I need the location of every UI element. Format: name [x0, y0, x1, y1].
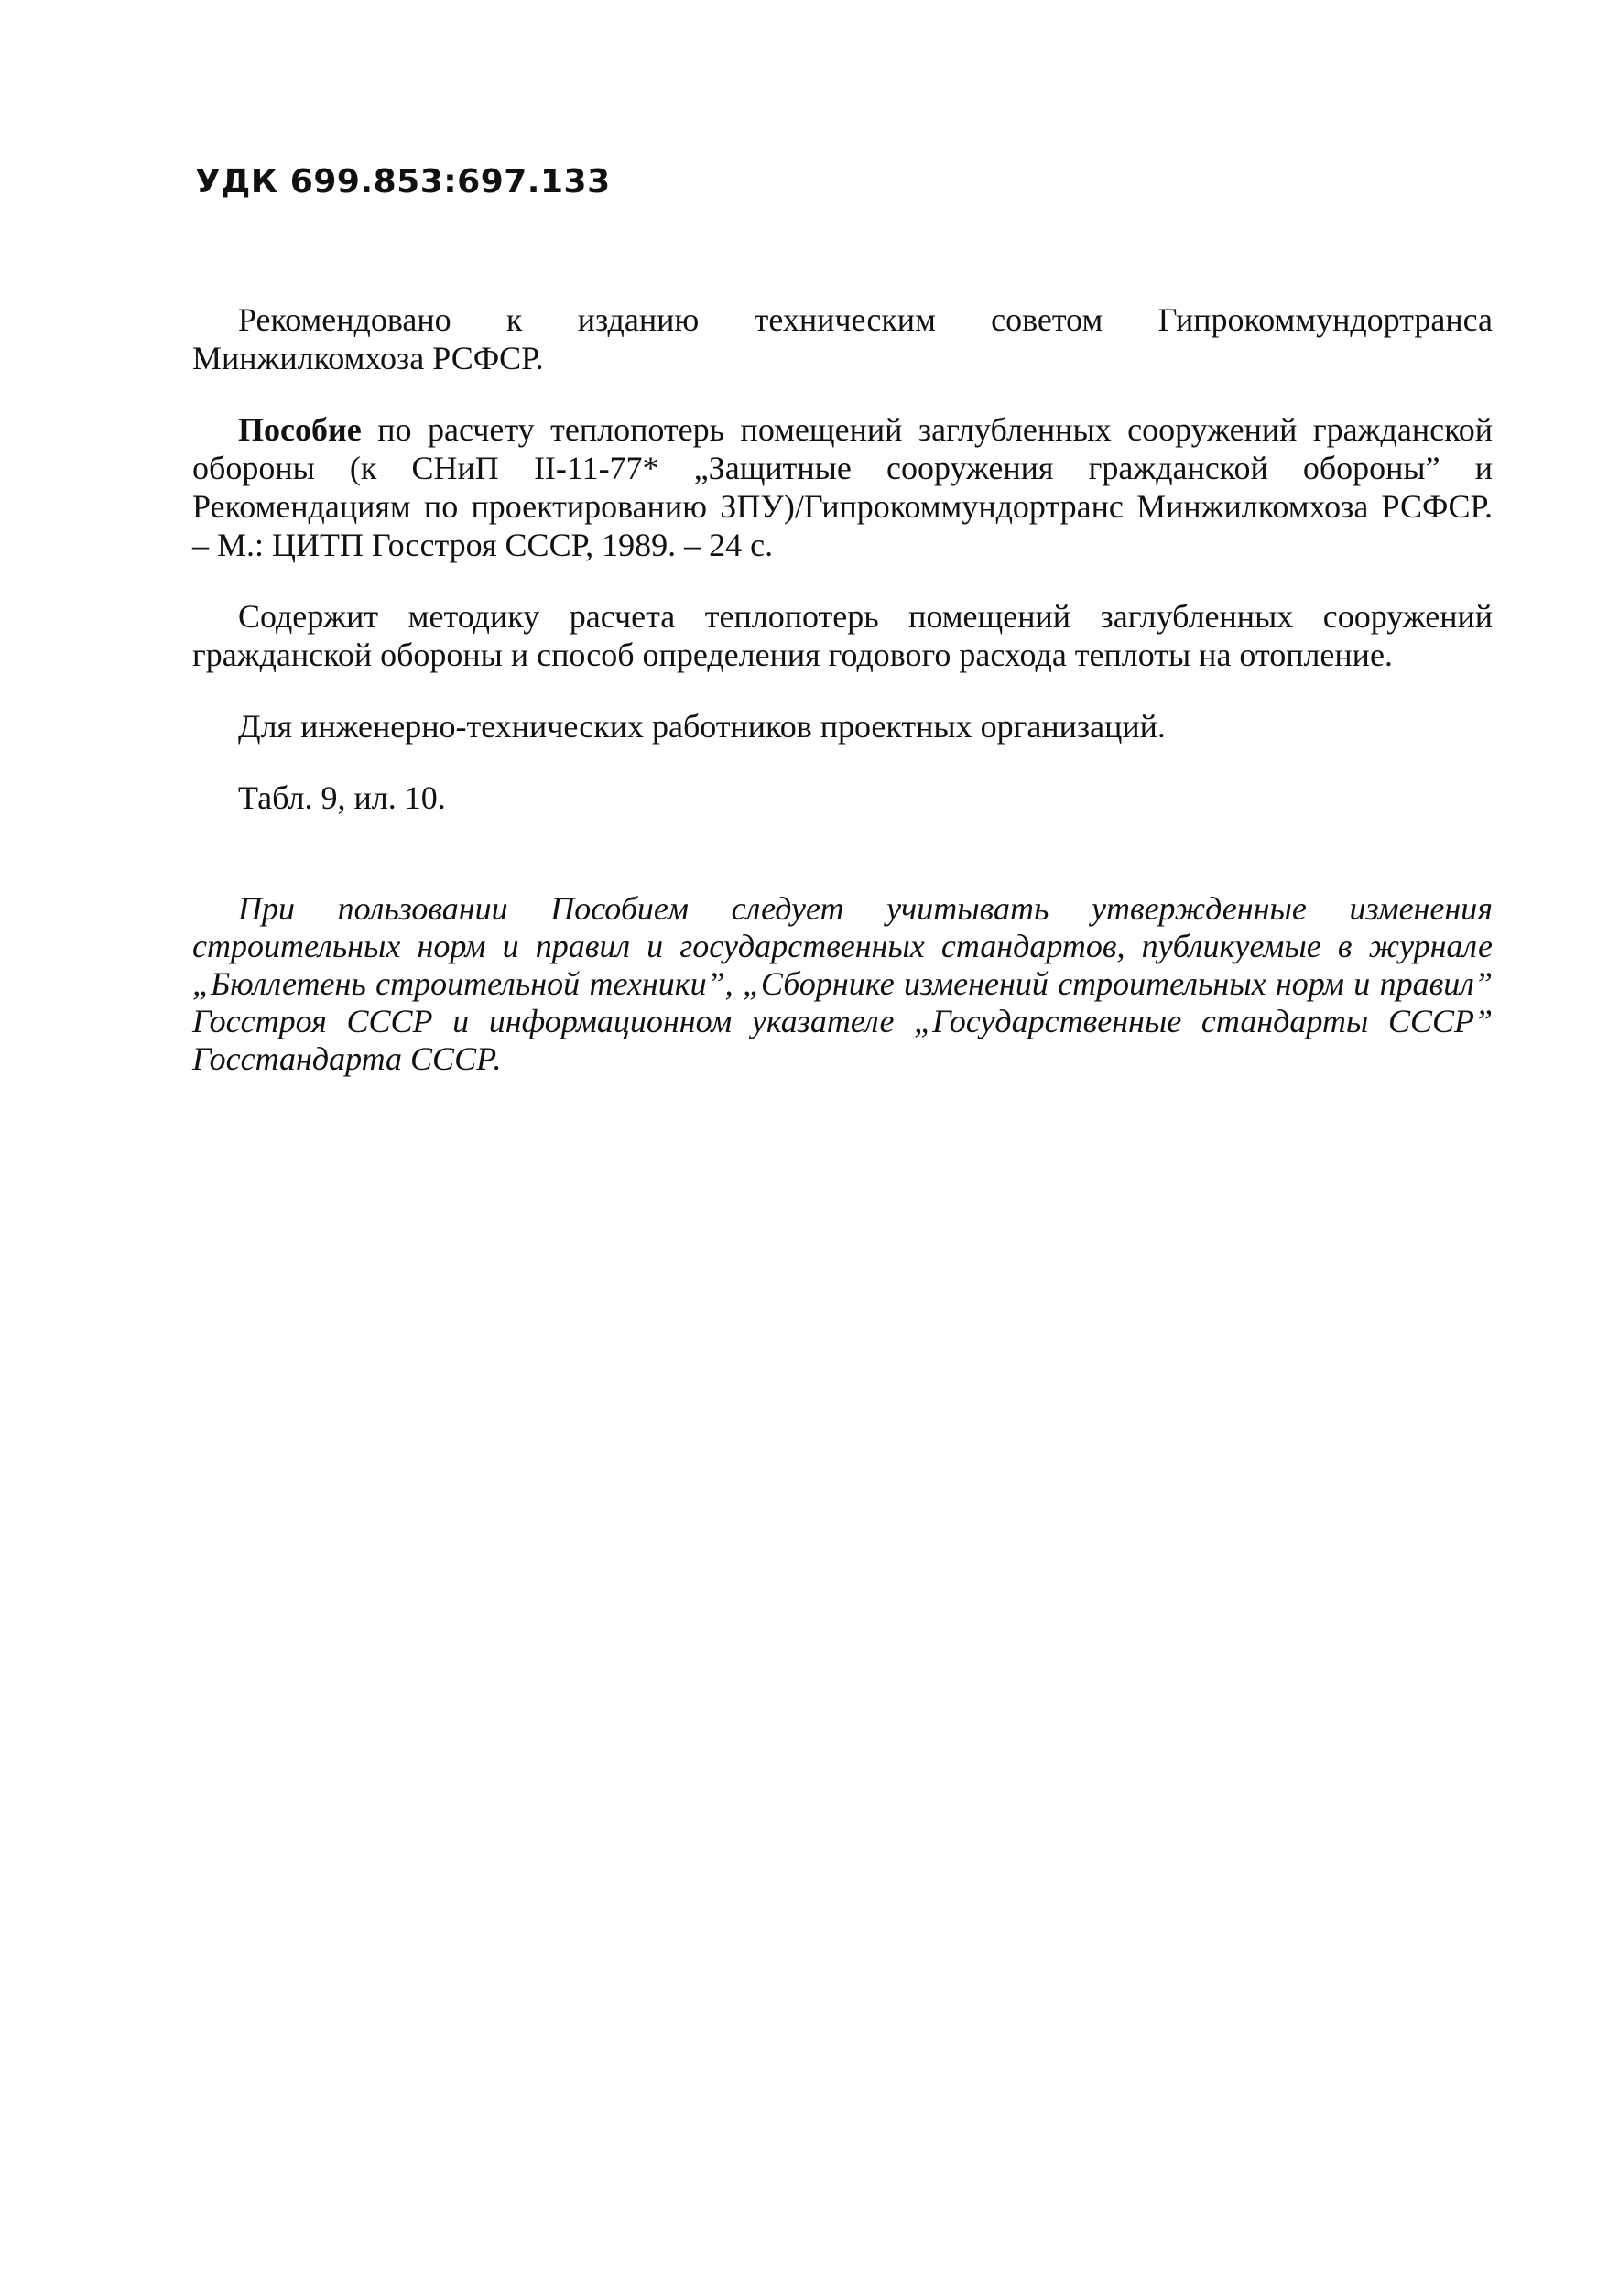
- recommendation-paragraph: Рекомендовано к изданию техническим советом Гипрокоммундортранса Минжилкомхоза РСФСР.: [192, 301, 1493, 376]
- udk-heading: УДК 699.853:697.133: [195, 163, 611, 201]
- abstract-paragraph: Содержит методику расчета теплопотерь помещений заглубленных сооружений гражданской обороны и способ определения годового расхода теплоты на отопление.: [192, 598, 1493, 673]
- audience-paragraph: Для инженерно-технических работников проектных организаций.: [238, 708, 1166, 745]
- usage-note: При пользовании Пособием следует учитывать утвержденные изменения строительных норм и правил и государственных стандартов, публикуемые в журнале „Бюллетень строительной техники”, „Сборнике изменений строительных норм и правил” Госстроя СССР и информационном указателе „Государственные стандарты СССР” Госстандарта СССР.: [192, 890, 1493, 1077]
- bibliography-paragraph: [192, 410, 1493, 564]
- tables-illustrations-count: Табл. 9, ил. 10.: [238, 779, 446, 816]
- document-body: [192, 300, 1493, 1078]
- bibliography-text: по расчету теплопотерь помещений заглубленных сооружений гражданской обороны (к СНиП II-11-77* „Защитные сооружения гражданской обороны” и Рекомендациям по проектированию ЗПУ)/Гипрокоммундортранс Минжилкомхоза РСФСР. – М.: ЦИТП Госстроя СССР, 1989. – 24 с.: [192, 411, 1493, 563]
- bibliography-title-lead: Пособие: [238, 411, 362, 448]
